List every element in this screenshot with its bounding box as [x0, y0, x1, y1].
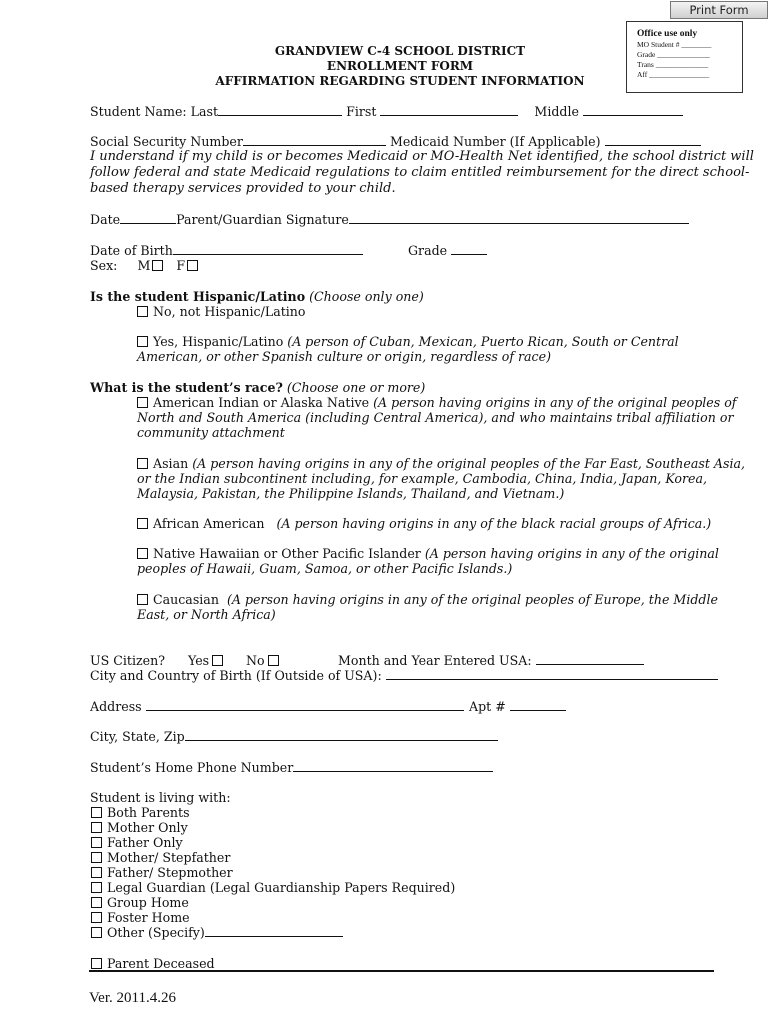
female-checkbox[interactable] — [187, 260, 198, 271]
date-field[interactable] — [120, 212, 176, 224]
office-line-trans: Trans ______________ — [637, 60, 709, 69]
sex-row — [90, 258, 203, 273]
father-only-label: Father Only — [107, 835, 183, 850]
office-line-student: MO Student # ________ — [637, 40, 712, 49]
race-option-asian — [137, 456, 745, 471]
entered-usa-label: Month and Year Entered USA: — [338, 653, 532, 668]
hispanic-question-text: Is the student Hispanic/Latino — [90, 289, 306, 304]
both-parents-checkbox[interactable] — [91, 807, 102, 818]
birth-city-field[interactable] — [386, 668, 718, 680]
version-label: Ver. 2011.4.26 — [89, 990, 176, 1006]
african-american-label: African American — [153, 516, 265, 531]
grade-row — [408, 243, 487, 258]
hispanic-no-option — [137, 304, 306, 319]
race-option-pacific-islander — [137, 546, 719, 561]
citizen-yes-option — [188, 653, 228, 668]
medicaid-statement-line: based therapy services provided to your child. — [90, 181, 396, 196]
citizen-no-label: No — [246, 653, 265, 668]
american-indian-desc: community attachment — [137, 425, 285, 440]
hispanic-no-checkbox[interactable] — [137, 306, 148, 317]
race-hint: (Choose one or more) — [286, 380, 426, 395]
citizen-label: US Citizen? — [90, 653, 165, 668]
student-name-row — [90, 104, 683, 119]
living-option — [91, 925, 343, 940]
medicaid-field[interactable] — [605, 134, 701, 146]
hispanic-hint: (Choose only one) — [309, 289, 424, 304]
asian-desc: or the Indian subcontinent including, for example, Cambodia, China, India, Japan, Korea, — [137, 471, 707, 486]
caucasian-desc: East, or North Africa) — [137, 607, 276, 622]
medicaid-statement-line: follow federal and state Medicaid regulations to claim entitled reimbursement for the direct school- — [90, 165, 750, 180]
address-field[interactable] — [146, 699, 464, 711]
ssn-row — [90, 134, 701, 149]
caucasian-checkbox[interactable] — [137, 594, 148, 605]
group-home-checkbox[interactable] — [91, 897, 102, 908]
foster-home-checkbox[interactable] — [91, 912, 102, 923]
asian-label: Asian — [153, 456, 189, 471]
asian-desc: (A person having origins in any of the original peoples of the Far East, Southeast Asia, — [192, 456, 745, 471]
other-specify-field[interactable] — [205, 925, 343, 937]
living-option — [91, 835, 183, 850]
living-option — [91, 895, 189, 910]
living-option — [91, 880, 455, 895]
form-subtitle: AFFIRMATION REGARDING STUDENT INFORMATION — [215, 74, 585, 88]
phone-field[interactable] — [293, 760, 493, 772]
apt-row — [469, 699, 566, 714]
birth-city-row — [90, 668, 718, 683]
signature-row — [90, 212, 689, 227]
city-row — [90, 729, 498, 744]
grade-label: Grade — [408, 243, 448, 258]
dob-field[interactable] — [173, 243, 363, 255]
legal-guardian-checkbox[interactable] — [91, 882, 102, 893]
hispanic-yes-label: Yes, Hispanic/Latino — [153, 334, 284, 349]
phone-label: Student’s Home Phone Number — [90, 760, 294, 775]
first-name-label: First — [346, 104, 377, 119]
living-option — [91, 805, 190, 820]
middle-name-label: Middle — [534, 104, 579, 119]
mother-only-label: Mother Only — [107, 820, 188, 835]
form-title: ENROLLMENT FORM — [326, 59, 474, 73]
group-home-label: Group Home — [107, 895, 189, 910]
footer-divider — [89, 970, 714, 972]
hispanic-yes-checkbox[interactable] — [137, 336, 148, 347]
hispanic-question — [90, 289, 424, 304]
medicaid-label: Medicaid Number (If Applicable) — [389, 134, 601, 149]
entered-usa-field[interactable] — [536, 653, 644, 665]
address-label: Address — [90, 699, 142, 714]
father-stepmother-checkbox[interactable] — [91, 867, 102, 878]
living-option — [91, 865, 233, 880]
race-option-african-american — [137, 516, 711, 531]
other-checkbox[interactable] — [91, 927, 102, 938]
african-american-checkbox[interactable] — [137, 518, 148, 529]
male-label: M — [137, 258, 151, 273]
phone-row — [90, 760, 493, 775]
caucasian-label: Caucasian — [153, 592, 219, 607]
american-indian-label: American Indian or Alaska Native — [153, 395, 370, 410]
american-indian-checkbox[interactable] — [137, 397, 148, 408]
city-label: City, State, Zip — [90, 729, 185, 744]
apt-field[interactable] — [510, 699, 566, 711]
citizen-no-checkbox[interactable] — [268, 655, 279, 666]
ssn-field[interactable] — [243, 134, 386, 146]
grade-field[interactable] — [451, 243, 487, 255]
mother-stepfather-label: Mother/ Stepfather — [107, 850, 231, 865]
pacific-islander-checkbox[interactable] — [137, 548, 148, 559]
hispanic-yes-desc: American, or other Spanish culture or origin, regardless of race) — [137, 349, 551, 364]
hispanic-yes-option — [137, 334, 679, 349]
office-line-grade: Grade ______________ — [637, 50, 710, 59]
ssn-label: Social Security Number — [90, 134, 243, 149]
race-question — [90, 380, 425, 395]
race-question-text: What is the student’s race? — [90, 380, 283, 395]
mother-stepfather-checkbox[interactable] — [91, 852, 102, 863]
parent-deceased-checkbox[interactable] — [91, 958, 102, 969]
living-option — [91, 850, 230, 865]
legal-guardian-label: Legal Guardian (Legal Guardianship Papers Required) — [107, 880, 456, 895]
signature-label: Parent/Guardian Signature — [176, 212, 349, 227]
father-only-checkbox[interactable] — [91, 837, 102, 848]
hispanic-no-label: No, not Hispanic/Latino — [153, 304, 306, 319]
citizen-yes-checkbox[interactable] — [212, 655, 223, 666]
asian-desc: Malaysia, Pakistan, the Philippine Islands, Thailand, and Vietnam.) — [137, 486, 565, 501]
living-option — [91, 956, 215, 971]
living-with-title: Student is living with: — [90, 790, 231, 805]
last-name-field[interactable] — [218, 104, 342, 116]
last-name-label: Student Name: Last — [90, 104, 219, 119]
office-line-aff: Aff ________________ — [637, 70, 710, 79]
dob-row — [90, 243, 363, 258]
entered-usa-row — [338, 653, 644, 668]
mother-only-checkbox[interactable] — [91, 822, 102, 833]
pacific-islander-desc: peoples of Hawaii, Guam, Samoa, or other Pacific Islands.) — [137, 561, 513, 576]
pacific-islander-label: Native Hawaiian or Other Pacific Islander — [153, 546, 421, 561]
american-indian-desc: (A person having origins in any of the original peoples of — [373, 395, 737, 410]
other-label: Other (Specify) — [107, 925, 205, 940]
race-option-american-indian — [137, 395, 736, 410]
office-use-box — [626, 21, 743, 93]
living-option — [91, 910, 190, 925]
medicaid-statement — [90, 149, 754, 197]
american-indian-desc: North and South America (including Central America), and who maintains tribal affiliation or — [137, 410, 734, 425]
asian-checkbox[interactable] — [137, 458, 148, 469]
citizen-no-option — [246, 653, 284, 668]
date-label: Date — [90, 212, 121, 227]
birth-city-label: City and Country of Birth (If Outside of USA): — [90, 668, 382, 683]
race-option-caucasian — [137, 592, 718, 607]
african-american-desc: (A person having origins in any of the black racial groups of Africa.) — [276, 516, 712, 531]
parent-deceased-label: Parent Deceased — [107, 956, 215, 971]
citizen-row — [90, 653, 165, 668]
apt-label: Apt # — [469, 699, 506, 714]
father-stepmother-label: Father/ Stepmother — [107, 865, 233, 880]
office-use-title: Office use only — [637, 29, 698, 39]
medicaid-statement-line: I understand if my child is or becomes Medicaid or MO-Health Net identified, the school district will — [90, 149, 754, 164]
district-title: GRANDVIEW C-4 SCHOOL DISTRICT — [274, 44, 526, 58]
address-row — [90, 699, 464, 714]
pacific-islander-desc: (A person having origins in any of the original — [424, 546, 719, 561]
female-label: F — [176, 258, 186, 273]
signature-field[interactable] — [349, 212, 689, 224]
dob-label: Date of Birth — [90, 243, 173, 258]
living-option — [91, 820, 188, 835]
citizen-yes-label: Yes — [188, 653, 210, 668]
city-field[interactable] — [185, 729, 498, 741]
male-checkbox[interactable] — [152, 260, 163, 271]
first-name-field[interactable] — [380, 104, 518, 116]
sex-label: Sex: — [90, 258, 118, 273]
foster-home-label: Foster Home — [107, 910, 190, 925]
print-form-button[interactable]: Print Form — [670, 1, 768, 19]
caucasian-desc: (A person having origins in any of the original peoples of Europe, the Middle — [226, 592, 718, 607]
hispanic-yes-desc: (A person of Cuban, Mexican, Puerto Rican, South or Central — [287, 334, 679, 349]
middle-name-field[interactable] — [583, 104, 683, 116]
both-parents-label: Both Parents — [107, 805, 190, 820]
